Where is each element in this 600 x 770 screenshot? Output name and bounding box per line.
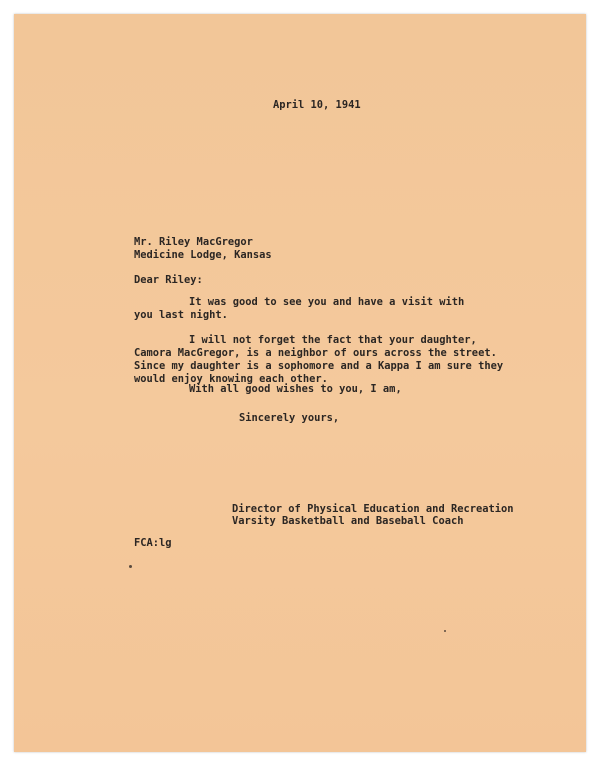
closing: Sincerely yours, (239, 412, 340, 424)
salutation: Dear Riley: (134, 274, 203, 286)
recipient-location: Medicine Lodge, Kansas (134, 249, 272, 261)
paragraph-1-line-2: you last night. (134, 309, 228, 321)
signature-title-2: Varsity Basketball and Baseball Coach (232, 515, 464, 527)
paper-speck (444, 630, 446, 632)
paragraph-3: With all good wishes to you, I am, (189, 383, 402, 395)
paragraph-1-line-1: It was good to see you and have a visit with (189, 296, 465, 308)
paragraph-2-line-1: I will not forget the fact that your daughter, (189, 334, 477, 346)
paper-speck (129, 565, 132, 568)
paragraph-2-line-4: would enjoy knowing each other. (134, 373, 328, 385)
reference-initials: FCA:lg (134, 537, 172, 549)
paragraph-2-line-3: Since my daughter is a sophomore and a Kappa I am sure they (134, 360, 504, 372)
recipient-name: Mr. Riley MacGregor (134, 236, 253, 248)
signature-title-1: Director of Physical Education and Recreation (232, 503, 514, 515)
paragraph-2-line-2: Camora MacGregor, is a neighbor of ours across the street. (134, 347, 497, 359)
letter-page (14, 14, 586, 752)
letter-date: April 10, 1941 (273, 99, 361, 111)
